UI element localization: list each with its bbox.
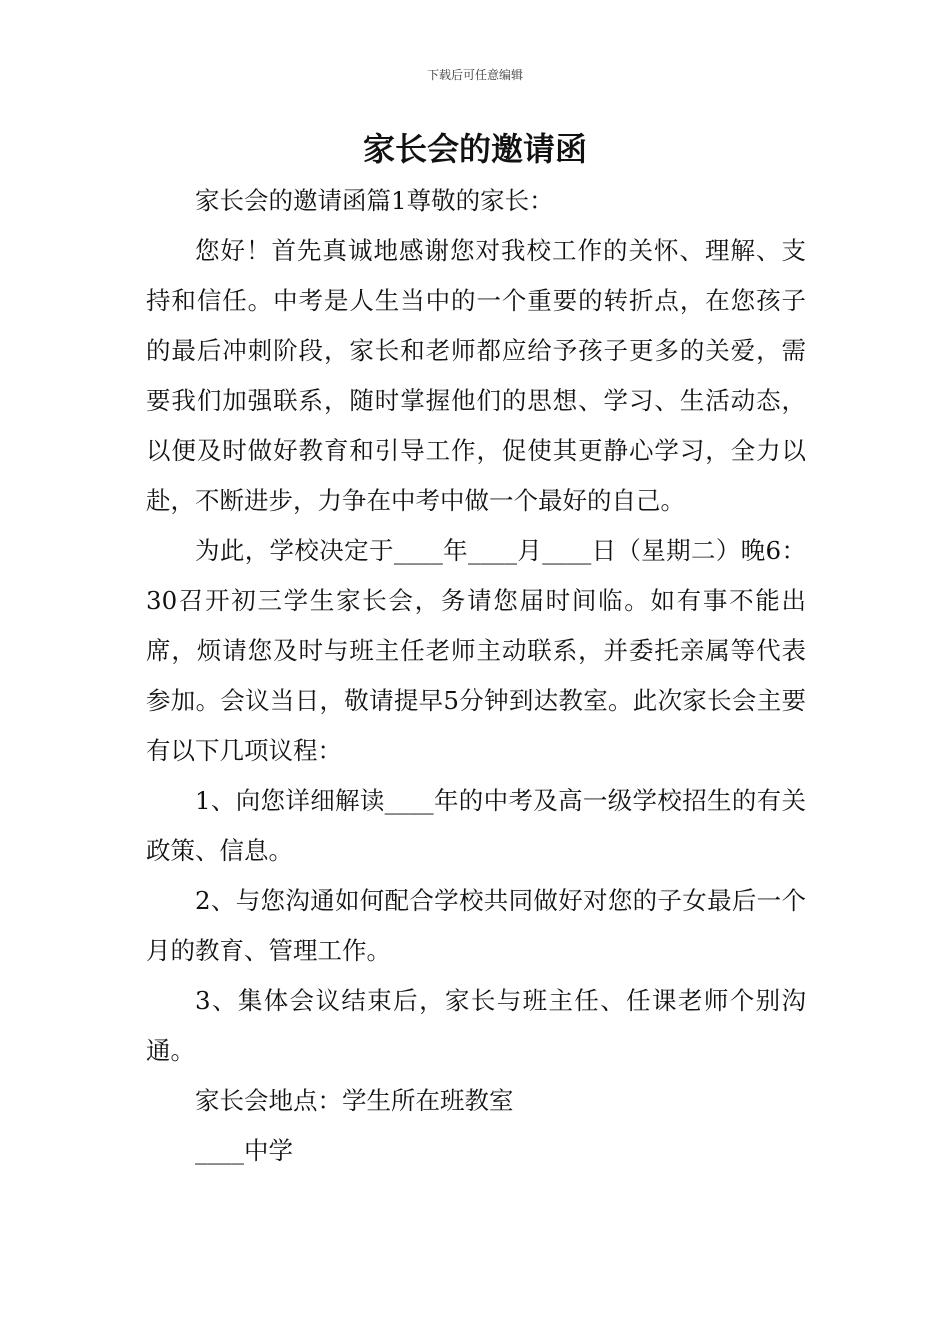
greeting-paragraph: 家长会的邀请函篇1尊敬的家长： xyxy=(195,186,554,215)
agenda-item-1: 1、向您详细解读____年的中考及高一级学校招生的有关政策、信息。 xyxy=(146,786,806,865)
page-header-note: 下载后可任意编辑 xyxy=(426,68,523,82)
agenda-item-2: 2、与您沟通如何配合学校共同做好对您的子女最后一个月的教育、管理工作。 xyxy=(146,886,806,965)
document-body xyxy=(146,176,806,1176)
meeting-notice-paragraph: 为此，学校决定于____年____月____日（星期二）晚6：30召开初三学生家长会，务请您届时间临。如有事不能出席，烦请您及时与班主任老师主动联系，并委托亲属等代表参加。会议当日，敬请提早5分钟到达教室。此次家长会主要有以下几项议程： xyxy=(146,536,806,765)
agenda-item-3: 3、集体会议结束后，家长与班主任、任课老师个别沟通。 xyxy=(146,986,806,1065)
intro-paragraph: 您好！首先真诚地感谢您对我校工作的关怀、理解、支持和信任。中考是人生当中的一个重要的转折点，在您孩子的最后冲刺阶段，家长和老师都应给予孩子更多的关爱，需要我们加强联系，随时掌握他们的思想、学习、生活动态，以便及时做好教育和引导工作，促使其更静心学习，全力以赴，不断进步，力争在中考中做一个最好的自己。 xyxy=(146,236,806,515)
school-signature: ____中学 xyxy=(195,1136,293,1165)
meeting-location: 家长会地点：学生所在班教室 xyxy=(195,1086,514,1115)
document-title: 家长会的邀请函 xyxy=(362,130,587,168)
